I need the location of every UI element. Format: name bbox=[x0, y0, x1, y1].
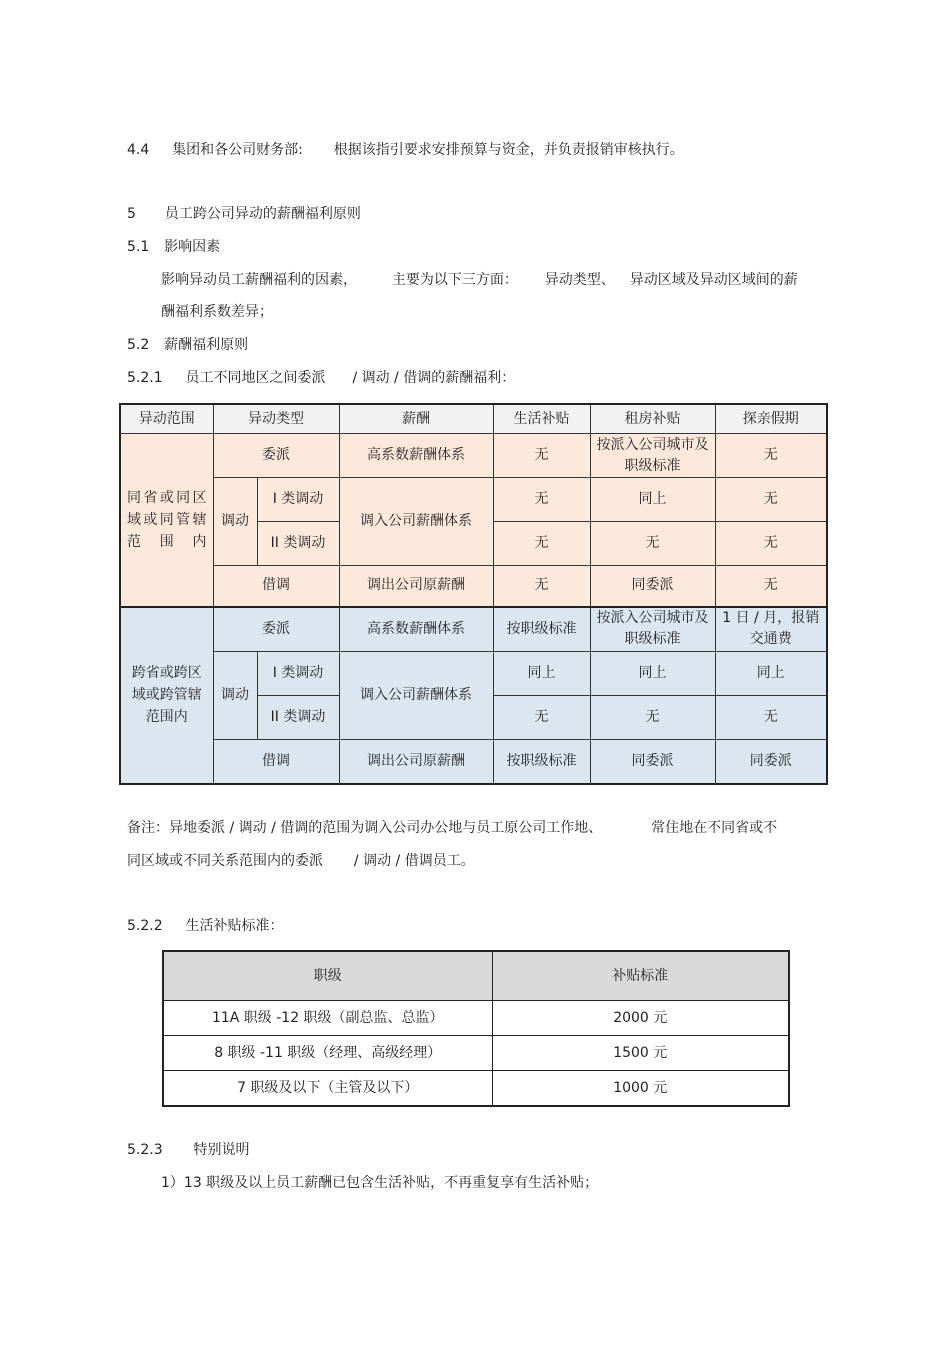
type-cell: 调动 bbox=[213, 478, 257, 566]
section-title: 薪酬福利原则 bbox=[164, 337, 249, 353]
amount-cell: 1000 元 bbox=[492, 1071, 789, 1107]
text-run: / 调动 / 借调员工。 bbox=[353, 853, 475, 869]
cell: 1 日 / 月，报销交通费 bbox=[715, 607, 827, 652]
grade-cell: 8 职级 -11 职级（经理、高级经理） bbox=[163, 1036, 492, 1071]
table-row bbox=[163, 1071, 789, 1107]
section-title: 特别说明 bbox=[193, 1142, 250, 1158]
header-cell: 职级 bbox=[163, 951, 492, 1001]
section-5-2-1-heading bbox=[127, 368, 515, 388]
cell: 无 bbox=[493, 434, 590, 478]
list-item: 1）13 职级及以上员工薪酬已包含生活补贴，不再重复享有生活补贴； bbox=[161, 1175, 599, 1191]
text-run: 异动类型、 bbox=[544, 272, 615, 288]
cell: 无 bbox=[493, 696, 590, 740]
cell: 无 bbox=[493, 522, 590, 566]
scope-cell: 同省或同区域或同管辖范围内 bbox=[120, 434, 213, 607]
table-row bbox=[120, 566, 827, 607]
subtype-cell: I 类调动 bbox=[257, 478, 339, 522]
cell: 无 bbox=[715, 696, 827, 740]
header-cell: 薪酬 bbox=[339, 404, 493, 434]
type-cell: 委派 bbox=[213, 607, 339, 652]
cell: 无 bbox=[715, 522, 827, 566]
cell: 无 bbox=[715, 566, 827, 607]
paragraph-5-1-line1 bbox=[161, 270, 798, 290]
cell: 同委派 bbox=[590, 566, 715, 607]
pay-cell: 调出公司原薪酬 bbox=[339, 740, 493, 784]
amount-cell: 1500 元 bbox=[492, 1036, 789, 1071]
text-run: 影响异动员工薪酬福利的因素， bbox=[161, 272, 357, 288]
header-cell: 补贴标准 bbox=[492, 951, 789, 1001]
cell: 无 bbox=[590, 522, 715, 566]
cell: 无 bbox=[493, 478, 590, 522]
subtype-cell: II 类调动 bbox=[257, 696, 339, 740]
type-cell: 借调 bbox=[213, 740, 339, 784]
header-cell: 生活补贴 bbox=[493, 404, 590, 434]
living-allowance-table bbox=[162, 950, 790, 1107]
type-cell: 调动 bbox=[213, 652, 257, 740]
table-row bbox=[120, 652, 827, 696]
cell: 同上 bbox=[590, 652, 715, 696]
cell: 同上 bbox=[715, 652, 827, 696]
table-row bbox=[120, 607, 827, 652]
section-number: 4.4 bbox=[127, 142, 150, 158]
header-cell: 租房补贴 bbox=[590, 404, 715, 434]
table-row bbox=[120, 740, 827, 784]
cell: 无 bbox=[715, 478, 827, 522]
cell: 同上 bbox=[590, 478, 715, 522]
section-title: 员工跨公司异动的薪酬福利原则 bbox=[164, 206, 361, 222]
section-5-2-2-heading bbox=[127, 916, 284, 936]
subtype-cell: I 类调动 bbox=[257, 652, 339, 696]
section-text: 根据该指引要求安排预算与资金，并负责报销审核执行。 bbox=[333, 142, 684, 158]
text-run: / 调动 / 借调的薪酬福利： bbox=[352, 370, 516, 386]
text-run: 主要为以下三方面： bbox=[391, 272, 518, 288]
pay-cell: 调入公司薪酬体系 bbox=[339, 478, 493, 566]
section-title: 生活补贴标准： bbox=[185, 918, 284, 934]
section-5-1-heading bbox=[127, 237, 220, 257]
section-number: 5 bbox=[127, 206, 136, 222]
cell: 无 bbox=[715, 434, 827, 478]
text-run: 异动区域及异动区域间的薪 bbox=[629, 272, 798, 288]
cell: 按职级标准 bbox=[493, 740, 590, 784]
pay-cell: 调入公司薪酬体系 bbox=[339, 652, 493, 740]
section-5-heading bbox=[127, 204, 361, 224]
cell: 同委派 bbox=[715, 740, 827, 784]
grade-cell: 11A 职级 -12 职级（副总监、总监） bbox=[163, 1001, 492, 1036]
text-run: 员工不同地区之间委派 bbox=[185, 370, 326, 386]
section-5-2-heading bbox=[127, 335, 248, 355]
section-number: 5.2.1 bbox=[127, 370, 163, 386]
pay-cell: 高系数薪酬体系 bbox=[339, 434, 493, 478]
section-5-2-3-heading bbox=[127, 1140, 250, 1160]
text-run: 同区域或不同关系范围内的委派 bbox=[127, 853, 323, 869]
table-row bbox=[120, 434, 827, 478]
section-number: 5.2 bbox=[127, 337, 150, 353]
cell: 同委派 bbox=[590, 740, 715, 784]
subtype-cell: II 类调动 bbox=[257, 522, 339, 566]
table-header-row bbox=[120, 404, 827, 434]
table-header-row bbox=[163, 951, 789, 1001]
pay-cell: 调出公司原薪酬 bbox=[339, 566, 493, 607]
table-row bbox=[163, 1001, 789, 1036]
text-run: 常住地在不同省或不 bbox=[651, 820, 778, 836]
cell: 无 bbox=[493, 566, 590, 607]
section-number: 5.2.2 bbox=[127, 918, 163, 934]
scope-cell: 跨省或跨区域或跨管辖范围内 bbox=[120, 607, 213, 784]
cell: 按派入公司城市及职级标准 bbox=[590, 434, 715, 478]
cell: 无 bbox=[590, 696, 715, 740]
section-number: 5.2.3 bbox=[127, 1142, 163, 1158]
table-row bbox=[120, 478, 827, 522]
cell: 按派入公司城市及职级标准 bbox=[590, 607, 715, 652]
type-cell: 借调 bbox=[213, 566, 339, 607]
section-4-4 bbox=[127, 140, 684, 160]
text-run: 备注：异地委派 / 调动 / 借调的范围为调入公司办公地与员工原公司工作地、 bbox=[127, 820, 603, 836]
note-line1 bbox=[127, 818, 777, 838]
table-row bbox=[163, 1036, 789, 1071]
cell: 按职级标准 bbox=[493, 607, 590, 652]
paragraph-5-1-line2: 酬福利系数差异； bbox=[161, 304, 273, 320]
header-cell: 探亲假期 bbox=[715, 404, 827, 434]
grade-cell: 7 职级及以下（主管及以下） bbox=[163, 1071, 492, 1107]
section-label: 集团和各公司财务部: bbox=[172, 142, 303, 158]
type-cell: 委派 bbox=[213, 434, 339, 478]
header-cell: 异动范围 bbox=[120, 404, 213, 434]
section-title: 影响因素 bbox=[164, 239, 221, 255]
header-cell: 异动类型 bbox=[213, 404, 339, 434]
cell: 同上 bbox=[493, 652, 590, 696]
transfer-benefits-table bbox=[119, 403, 828, 785]
note-line2 bbox=[127, 851, 475, 871]
section-number: 5.1 bbox=[127, 239, 150, 255]
pay-cell: 高系数薪酬体系 bbox=[339, 607, 493, 652]
amount-cell: 2000 元 bbox=[492, 1001, 789, 1036]
